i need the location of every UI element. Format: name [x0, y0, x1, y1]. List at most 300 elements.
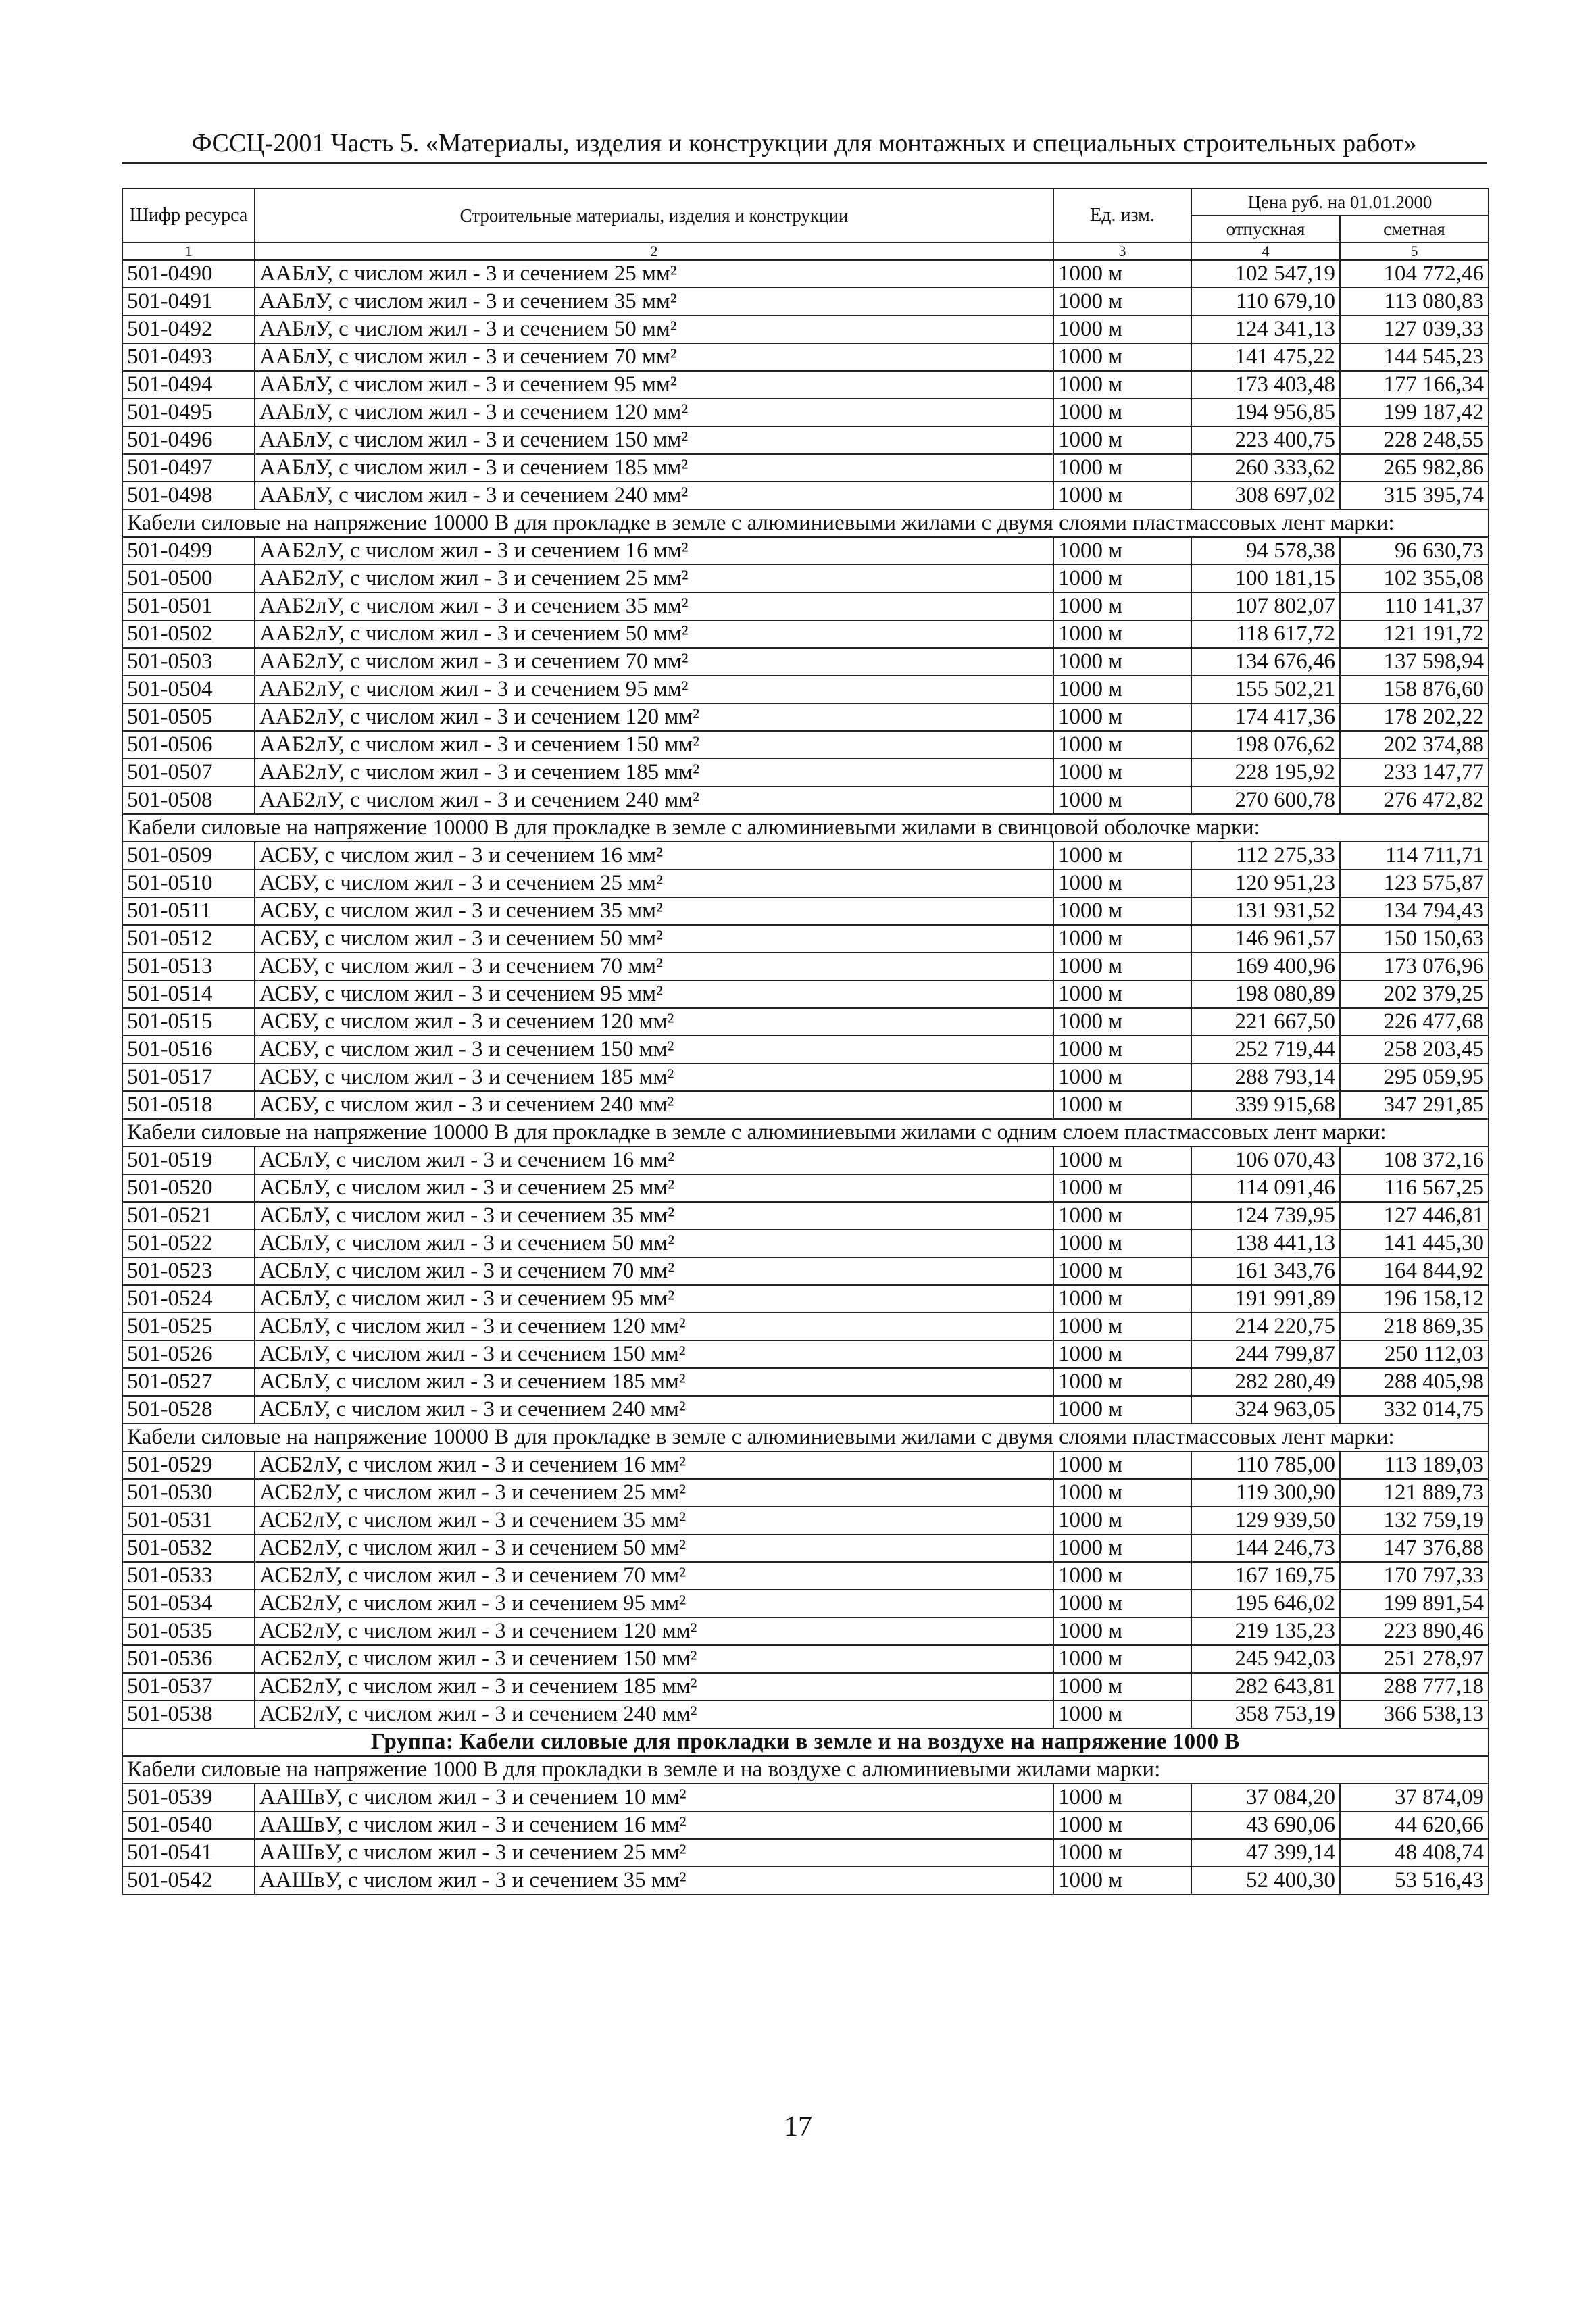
unit-cell: 1000 м: [1053, 1784, 1191, 1811]
estimate-price-cell: 121 889,73: [1340, 1479, 1489, 1507]
resource-code-cell: 501-0515: [122, 1008, 255, 1036]
material-name-cell: АСБлУ, с числом жил - 3 и сечением 150 мм²: [255, 1340, 1053, 1368]
table-row: [122, 482, 1489, 509]
table-row: [122, 288, 1489, 316]
unit-cell: 1000 м: [1053, 759, 1191, 786]
resource-code-cell: 501-0527: [122, 1368, 255, 1396]
resource-code-cell: 501-0510: [122, 870, 255, 897]
estimate-price-cell: 164 844,92: [1340, 1257, 1489, 1285]
col-number: 1: [122, 243, 255, 260]
table-row: [122, 1839, 1489, 1867]
table-row: [122, 1617, 1489, 1645]
table-row: [122, 1147, 1489, 1174]
table-row: [122, 593, 1489, 620]
unit-cell: 1000 м: [1053, 593, 1191, 620]
resource-code-cell: 501-0507: [122, 759, 255, 786]
resource-code-cell: 501-0518: [122, 1091, 255, 1119]
estimate-price-cell: 173 076,96: [1340, 953, 1489, 980]
unit-cell: 1000 м: [1053, 1036, 1191, 1063]
release-price-cell: 161 343,76: [1191, 1257, 1340, 1285]
release-price-cell: 194 956,85: [1191, 399, 1340, 426]
table-row: [122, 731, 1489, 759]
table-row: [122, 1396, 1489, 1424]
release-price-cell: 119 300,90: [1191, 1479, 1340, 1507]
release-price-cell: 102 547,19: [1191, 260, 1340, 288]
release-price-cell: 112 275,33: [1191, 842, 1340, 870]
material-name-cell: ААБлУ, с числом жил - 3 и сечением 50 мм²: [255, 316, 1053, 343]
resource-code-cell: 501-0493: [122, 343, 255, 371]
release-price-cell: 358 753,19: [1191, 1701, 1340, 1728]
estimate-price-cell: 113 189,03: [1340, 1451, 1489, 1479]
subheading-text: Кабели силовые на напряжение 1000 В для прокладки в земле и на воздухе с алюминиевыми жилами марки:: [122, 1756, 1489, 1784]
estimate-price-cell: 96 630,73: [1340, 537, 1489, 565]
col-unit-header: Ед. изм.: [1053, 188, 1191, 243]
resource-code-cell: 501-0511: [122, 897, 255, 925]
table-row: [122, 1036, 1489, 1063]
subheading-text: Кабели силовые на напряжение 10000 В для прокладке в земле с алюминиевыми жилами с двумя слоями пластмассовых лент марки:: [122, 509, 1489, 537]
estimate-price-cell: 228 248,55: [1340, 426, 1489, 454]
subheading-row: [122, 1756, 1489, 1784]
release-price-cell: 288 793,14: [1191, 1063, 1340, 1091]
table-row: [122, 399, 1489, 426]
estimate-price-cell: 347 291,85: [1340, 1091, 1489, 1119]
estimate-price-cell: 226 477,68: [1340, 1008, 1489, 1036]
resource-code-cell: 501-0526: [122, 1340, 255, 1368]
material-name-cell: АСБ2лУ, с числом жил - 3 и сечением 95 мм²: [255, 1590, 1053, 1617]
unit-cell: 1000 м: [1053, 1645, 1191, 1673]
estimate-price-cell: 276 472,82: [1340, 786, 1489, 814]
unit-cell: 1000 м: [1053, 260, 1191, 288]
release-price-cell: 195 646,02: [1191, 1590, 1340, 1617]
table-row: [122, 371, 1489, 399]
table-row: [122, 1230, 1489, 1257]
release-price-cell: 174 417,36: [1191, 703, 1340, 731]
subheading-row: [122, 1424, 1489, 1451]
col-number: 3: [1053, 243, 1191, 260]
material-name-cell: АСБУ, с числом жил - 3 и сечением 95 мм²: [255, 980, 1053, 1008]
release-price-cell: 120 951,23: [1191, 870, 1340, 897]
table-row: [122, 1313, 1489, 1340]
table-row: [122, 1673, 1489, 1701]
release-price-cell: 308 697,02: [1191, 482, 1340, 509]
resource-code-cell: 501-0536: [122, 1645, 255, 1673]
material-name-cell: АСБ2лУ, с числом жил - 3 и сечением 25 мм²: [255, 1479, 1053, 1507]
col-code-header: Шифр ресурса: [122, 188, 255, 243]
unit-cell: 1000 м: [1053, 1396, 1191, 1424]
unit-cell: 1000 м: [1053, 620, 1191, 648]
release-price-cell: 198 080,89: [1191, 980, 1340, 1008]
subheading-row: [122, 814, 1489, 842]
material-name-cell: ААШвУ, с числом жил - 3 и сечением 10 мм²: [255, 1784, 1053, 1811]
estimate-price-cell: 178 202,22: [1340, 703, 1489, 731]
material-name-cell: АСБлУ, с числом жил - 3 и сечением 185 мм²: [255, 1368, 1053, 1396]
release-price-cell: 219 135,23: [1191, 1617, 1340, 1645]
resource-code-cell: 501-0542: [122, 1867, 255, 1894]
material-name-cell: ААБ2лУ, с числом жил - 3 и сечением 240 мм²: [255, 786, 1053, 814]
resource-code-cell: 501-0532: [122, 1534, 255, 1562]
unit-cell: 1000 м: [1053, 1174, 1191, 1202]
resource-code-cell: 501-0522: [122, 1230, 255, 1257]
page-header: ФССЦ-2001 Часть 5. «Материалы, изделия и конструкции для монтажных и специальных строительных работ»: [122, 128, 1487, 164]
estimate-price-cell: 102 355,08: [1340, 565, 1489, 593]
material-name-cell: АСБУ, с числом жил - 3 и сечением 25 мм²: [255, 870, 1053, 897]
estimate-price-cell: 295 059,95: [1340, 1063, 1489, 1091]
resource-code-cell: 501-0523: [122, 1257, 255, 1285]
release-price-cell: 252 719,44: [1191, 1036, 1340, 1063]
unit-cell: 1000 м: [1053, 1839, 1191, 1867]
material-name-cell: АСБлУ, с числом жил - 3 и сечением 16 мм²: [255, 1147, 1053, 1174]
col-number: 5: [1340, 243, 1489, 260]
release-price-cell: 124 341,13: [1191, 316, 1340, 343]
estimate-price-cell: 288 777,18: [1340, 1673, 1489, 1701]
table-row: [122, 1784, 1489, 1811]
estimate-price-cell: 202 374,88: [1340, 731, 1489, 759]
table-row: [122, 1590, 1489, 1617]
table-row: [122, 1368, 1489, 1396]
material-name-cell: АСБУ, с числом жил - 3 и сечением 16 мм²: [255, 842, 1053, 870]
col-number: 4: [1191, 243, 1340, 260]
release-price-cell: 110 785,00: [1191, 1451, 1340, 1479]
col-price-header: Цена руб. на 01.01.2000: [1191, 188, 1489, 216]
resource-code-cell: 501-0504: [122, 676, 255, 703]
subheading-text: Кабели силовые на напряжение 10000 В для прокладке в земле с алюминиевыми жилами с одним слоем пластмассовых лент марки:: [122, 1119, 1489, 1147]
estimate-price-cell: 223 890,46: [1340, 1617, 1489, 1645]
release-price-cell: 124 739,95: [1191, 1202, 1340, 1230]
table-row: [122, 1285, 1489, 1313]
unit-cell: 1000 м: [1053, 1008, 1191, 1036]
estimate-price-cell: 199 891,54: [1340, 1590, 1489, 1617]
estimate-price-cell: 108 372,16: [1340, 1147, 1489, 1174]
table-row: [122, 426, 1489, 454]
unit-cell: 1000 м: [1053, 1147, 1191, 1174]
table-row: [122, 1202, 1489, 1230]
material-name-cell: ААБлУ, с числом жил - 3 и сечением 70 мм²: [255, 343, 1053, 371]
estimate-price-cell: 116 567,25: [1340, 1174, 1489, 1202]
release-price-cell: 129 939,50: [1191, 1507, 1340, 1534]
estimate-price-cell: 121 191,72: [1340, 620, 1489, 648]
estimate-price-cell: 366 538,13: [1340, 1701, 1489, 1728]
resource-code-cell: 501-0505: [122, 703, 255, 731]
material-name-cell: АСБУ, с числом жил - 3 и сечением 35 мм²: [255, 897, 1053, 925]
material-name-cell: ААБ2лУ, с числом жил - 3 и сечением 95 мм²: [255, 676, 1053, 703]
unit-cell: 1000 м: [1053, 1534, 1191, 1562]
estimate-price-cell: 127 039,33: [1340, 316, 1489, 343]
resource-code-cell: 501-0534: [122, 1590, 255, 1617]
material-name-cell: АСБУ, с числом жил - 3 и сечением 70 мм²: [255, 953, 1053, 980]
estimate-price-cell: 137 598,94: [1340, 648, 1489, 676]
col-number: 2: [255, 243, 1053, 260]
release-price-cell: 260 333,62: [1191, 454, 1340, 482]
estimate-price-cell: 258 203,45: [1340, 1036, 1489, 1063]
material-name-cell: АСБлУ, с числом жил - 3 и сечением 70 мм²: [255, 1257, 1053, 1285]
material-name-cell: ААБлУ, с числом жил - 3 и сечением 25 мм²: [255, 260, 1053, 288]
material-name-cell: ААБлУ, с числом жил - 3 и сечением 120 мм²: [255, 399, 1053, 426]
release-price-cell: 173 403,48: [1191, 371, 1340, 399]
estimate-price-cell: 250 112,03: [1340, 1340, 1489, 1368]
material-name-cell: ААБ2лУ, с числом жил - 3 и сечением 50 мм²: [255, 620, 1053, 648]
resource-code-cell: 501-0502: [122, 620, 255, 648]
table-row: [122, 1340, 1489, 1368]
estimate-price-cell: 202 379,25: [1340, 980, 1489, 1008]
estimate-price-cell: 141 445,30: [1340, 1230, 1489, 1257]
release-price-cell: 47 399,14: [1191, 1839, 1340, 1867]
release-price-cell: 270 600,78: [1191, 786, 1340, 814]
material-name-cell: ААШвУ, с числом жил - 3 и сечением 16 мм²: [255, 1811, 1053, 1839]
resource-code-cell: 501-0533: [122, 1562, 255, 1590]
material-name-cell: ААБ2лУ, с числом жил - 3 и сечением 185 мм²: [255, 759, 1053, 786]
resource-code-cell: 501-0540: [122, 1811, 255, 1839]
group-heading-text: Группа: Кабели силовые для прокладки в земле и на воздухе на напряжение 1000 В: [122, 1728, 1489, 1756]
release-price-cell: 198 076,62: [1191, 731, 1340, 759]
estimate-price-cell: 44 620,66: [1340, 1811, 1489, 1839]
table-row: [122, 1811, 1489, 1839]
table-row: [122, 897, 1489, 925]
unit-cell: 1000 м: [1053, 870, 1191, 897]
resource-code-cell: 501-0500: [122, 565, 255, 593]
material-name-cell: ААБлУ, с числом жил - 3 и сечением 240 мм²: [255, 482, 1053, 509]
table-row: [122, 1091, 1489, 1119]
material-name-cell: ААБ2лУ, с числом жил - 3 и сечением 35 мм²: [255, 593, 1053, 620]
material-name-cell: ААБ2лУ, с числом жил - 3 и сечением 25 мм²: [255, 565, 1053, 593]
resource-code-cell: 501-0524: [122, 1285, 255, 1313]
estimate-price-cell: 177 166,34: [1340, 371, 1489, 399]
release-price-cell: 167 169,75: [1191, 1562, 1340, 1590]
unit-cell: 1000 м: [1053, 897, 1191, 925]
unit-cell: 1000 м: [1053, 1230, 1191, 1257]
release-price-cell: 144 246,73: [1191, 1534, 1340, 1562]
unit-cell: 1000 м: [1053, 1701, 1191, 1728]
estimate-price-cell: 150 150,63: [1340, 925, 1489, 953]
estimate-price-cell: 218 869,35: [1340, 1313, 1489, 1340]
unit-cell: 1000 м: [1053, 482, 1191, 509]
table-body: [122, 260, 1489, 1894]
estimate-price-cell: 104 772,46: [1340, 260, 1489, 288]
resource-code-cell: 501-0497: [122, 454, 255, 482]
resource-code-cell: 501-0492: [122, 316, 255, 343]
unit-cell: 1000 м: [1053, 1590, 1191, 1617]
resource-code-cell: 501-0509: [122, 842, 255, 870]
resource-code-cell: 501-0514: [122, 980, 255, 1008]
unit-cell: 1000 м: [1053, 1368, 1191, 1396]
estimate-price-cell: 127 446,81: [1340, 1202, 1489, 1230]
table-row: [122, 1534, 1489, 1562]
estimate-price-cell: 37 874,09: [1340, 1784, 1489, 1811]
estimate-price-cell: 199 187,42: [1340, 399, 1489, 426]
estimate-price-cell: 123 575,87: [1340, 870, 1489, 897]
unit-cell: 1000 м: [1053, 1811, 1191, 1839]
subheading-text: Кабели силовые на напряжение 10000 В для прокладке в земле с алюминиевыми жилами с двумя слоями пластмассовых лент марки:: [122, 1424, 1489, 1451]
estimate-price-cell: 147 376,88: [1340, 1534, 1489, 1562]
resource-code-cell: 501-0531: [122, 1507, 255, 1534]
estimate-price-cell: 158 876,60: [1340, 676, 1489, 703]
material-name-cell: АСБ2лУ, с числом жил - 3 и сечением 185 мм²: [255, 1673, 1053, 1701]
estimate-price-cell: 132 759,19: [1340, 1507, 1489, 1534]
resource-code-cell: 501-0535: [122, 1617, 255, 1645]
material-name-cell: АСБлУ, с числом жил - 3 и сечением 35 мм²: [255, 1202, 1053, 1230]
estimate-price-cell: 332 014,75: [1340, 1396, 1489, 1424]
unit-cell: 1000 м: [1053, 1479, 1191, 1507]
material-name-cell: ААШвУ, с числом жил - 3 и сечением 25 мм²: [255, 1839, 1053, 1867]
resource-code-cell: 501-0520: [122, 1174, 255, 1202]
material-name-cell: АСБ2лУ, с числом жил - 3 и сечением 240 мм²: [255, 1701, 1053, 1728]
release-price-cell: 155 502,21: [1191, 676, 1340, 703]
material-name-cell: АСБлУ, с числом жил - 3 и сечением 120 мм²: [255, 1313, 1053, 1340]
release-price-cell: 110 679,10: [1191, 288, 1340, 316]
resource-code-cell: 501-0496: [122, 426, 255, 454]
material-name-cell: АСБУ, с числом жил - 3 и сечением 50 мм²: [255, 925, 1053, 953]
release-price-cell: 223 400,75: [1191, 426, 1340, 454]
release-price-cell: 94 578,38: [1191, 537, 1340, 565]
unit-cell: 1000 м: [1053, 925, 1191, 953]
release-price-cell: 169 400,96: [1191, 953, 1340, 980]
resource-code-cell: 501-0512: [122, 925, 255, 953]
material-name-cell: АСБУ, с числом жил - 3 и сечением 240 мм²: [255, 1091, 1053, 1119]
material-name-cell: ААБ2лУ, с числом жил - 3 и сечением 16 мм²: [255, 537, 1053, 565]
unit-cell: 1000 м: [1053, 842, 1191, 870]
release-price-cell: 244 799,87: [1191, 1340, 1340, 1368]
unit-cell: 1000 м: [1053, 288, 1191, 316]
material-name-cell: АСБлУ, с числом жил - 3 и сечением 240 мм²: [255, 1396, 1053, 1424]
unit-cell: 1000 м: [1053, 648, 1191, 676]
table-header: [122, 188, 1489, 260]
release-price-cell: 52 400,30: [1191, 1867, 1340, 1894]
col-release-header: отпускная: [1191, 216, 1340, 243]
material-name-cell: АСБУ, с числом жил - 3 и сечением 120 мм²: [255, 1008, 1053, 1036]
material-name-cell: ААБлУ, с числом жил - 3 и сечением 150 мм²: [255, 426, 1053, 454]
resource-code-cell: 501-0503: [122, 648, 255, 676]
estimate-price-cell: 113 080,83: [1340, 288, 1489, 316]
material-name-cell: АСБ2лУ, с числом жил - 3 и сечением 50 мм²: [255, 1534, 1053, 1562]
subheading-row: [122, 509, 1489, 537]
release-price-cell: 146 961,57: [1191, 925, 1340, 953]
resource-code-cell: 501-0498: [122, 482, 255, 509]
unit-cell: 1000 м: [1053, 1202, 1191, 1230]
table-row: [122, 1174, 1489, 1202]
material-name-cell: АСБ2лУ, с числом жил - 3 и сечением 120 мм²: [255, 1617, 1053, 1645]
table-row: [122, 1257, 1489, 1285]
resource-code-cell: 501-0501: [122, 593, 255, 620]
table-row: [122, 703, 1489, 731]
subheading-row: [122, 1119, 1489, 1147]
table-row: [122, 1701, 1489, 1728]
table-row: [122, 1479, 1489, 1507]
unit-cell: 1000 м: [1053, 1451, 1191, 1479]
material-name-cell: ААБ2лУ, с числом жил - 3 и сечением 150 мм²: [255, 731, 1053, 759]
unit-cell: 1000 м: [1053, 316, 1191, 343]
resource-code-cell: 501-0516: [122, 1036, 255, 1063]
table-row: [122, 565, 1489, 593]
release-price-cell: 114 091,46: [1191, 1174, 1340, 1202]
estimate-price-cell: 196 158,12: [1340, 1285, 1489, 1313]
subheading-text: Кабели силовые на напряжение 10000 В для прокладке в земле с алюминиевыми жилами в свинцовой оболочке марки:: [122, 814, 1489, 842]
table-row: [122, 648, 1489, 676]
table-row: [122, 1645, 1489, 1673]
release-price-cell: 339 915,68: [1191, 1091, 1340, 1119]
material-name-cell: АСБлУ, с числом жил - 3 и сечением 95 мм²: [255, 1285, 1053, 1313]
unit-cell: 1000 м: [1053, 786, 1191, 814]
unit-cell: 1000 м: [1053, 731, 1191, 759]
table-row: [122, 786, 1489, 814]
release-price-cell: 106 070,43: [1191, 1147, 1340, 1174]
group-heading-row: [122, 1728, 1489, 1756]
unit-cell: 1000 м: [1053, 343, 1191, 371]
table-row: [122, 343, 1489, 371]
resource-code-cell: 501-0491: [122, 288, 255, 316]
unit-cell: 1000 м: [1053, 1507, 1191, 1534]
unit-cell: 1000 м: [1053, 454, 1191, 482]
table-row: [122, 537, 1489, 565]
table-row: [122, 316, 1489, 343]
table-row: [122, 870, 1489, 897]
release-price-cell: 282 643,81: [1191, 1673, 1340, 1701]
unit-cell: 1000 м: [1053, 537, 1191, 565]
material-name-cell: АСБлУ, с числом жил - 3 и сечением 50 мм²: [255, 1230, 1053, 1257]
material-name-cell: ААБлУ, с числом жил - 3 и сечением 35 мм²: [255, 288, 1053, 316]
table-row: [122, 1008, 1489, 1036]
estimate-price-cell: 144 545,23: [1340, 343, 1489, 371]
material-name-cell: АСБ2лУ, с числом жил - 3 и сечением 35 мм²: [255, 1507, 1053, 1534]
estimate-price-cell: 315 395,74: [1340, 482, 1489, 509]
resource-code-cell: 501-0525: [122, 1313, 255, 1340]
material-name-cell: ААБлУ, с числом жил - 3 и сечением 185 мм²: [255, 454, 1053, 482]
resource-code-cell: 501-0539: [122, 1784, 255, 1811]
estimate-price-cell: 265 982,86: [1340, 454, 1489, 482]
estimate-price-cell: 114 711,71: [1340, 842, 1489, 870]
unit-cell: 1000 м: [1053, 980, 1191, 1008]
estimate-price-cell: 110 141,37: [1340, 593, 1489, 620]
release-price-cell: 118 617,72: [1191, 620, 1340, 648]
resource-code-cell: 501-0490: [122, 260, 255, 288]
resource-code-cell: 501-0519: [122, 1147, 255, 1174]
table-row: [122, 1562, 1489, 1590]
col-estimate-header: сметная: [1340, 216, 1489, 243]
resource-code-cell: 501-0538: [122, 1701, 255, 1728]
release-price-cell: 43 690,06: [1191, 1811, 1340, 1839]
release-price-cell: 138 441,13: [1191, 1230, 1340, 1257]
resource-code-cell: 501-0537: [122, 1673, 255, 1701]
table-row: [122, 1867, 1489, 1894]
unit-cell: 1000 м: [1053, 1257, 1191, 1285]
estimate-price-cell: 170 797,33: [1340, 1562, 1489, 1590]
table-row: [122, 676, 1489, 703]
col-name-header: Строительные материалы, изделия и конструкции: [255, 188, 1053, 243]
release-price-cell: 37 084,20: [1191, 1784, 1340, 1811]
resource-code-cell: 501-0529: [122, 1451, 255, 1479]
release-price-cell: 228 195,92: [1191, 759, 1340, 786]
estimate-price-cell: 251 278,97: [1340, 1645, 1489, 1673]
release-price-cell: 107 802,07: [1191, 593, 1340, 620]
material-name-cell: ААБ2лУ, с числом жил - 3 и сечением 70 мм²: [255, 648, 1053, 676]
estimate-price-cell: 48 408,74: [1340, 1839, 1489, 1867]
unit-cell: 1000 м: [1053, 1340, 1191, 1368]
material-name-cell: АСБлУ, с числом жил - 3 и сечением 25 мм²: [255, 1174, 1053, 1202]
material-name-cell: АСБУ, с числом жил - 3 и сечением 150 мм²: [255, 1036, 1053, 1063]
unit-cell: 1000 м: [1053, 371, 1191, 399]
material-name-cell: ААШвУ, с числом жил - 3 и сечением 35 мм²: [255, 1867, 1053, 1894]
material-name-cell: АСБ2лУ, с числом жил - 3 и сечением 150 мм²: [255, 1645, 1053, 1673]
resource-code-cell: 501-0528: [122, 1396, 255, 1424]
material-name-cell: АСБ2лУ, с числом жил - 3 и сечением 70 мм²: [255, 1562, 1053, 1590]
resource-code-cell: 501-0495: [122, 399, 255, 426]
release-price-cell: 131 931,52: [1191, 897, 1340, 925]
resource-code-cell: 501-0517: [122, 1063, 255, 1091]
resource-code-cell: 501-0521: [122, 1202, 255, 1230]
table-row: [122, 1507, 1489, 1534]
table-row: [122, 620, 1489, 648]
resource-code-cell: 501-0499: [122, 537, 255, 565]
unit-cell: 1000 м: [1053, 1867, 1191, 1894]
unit-cell: 1000 м: [1053, 1091, 1191, 1119]
